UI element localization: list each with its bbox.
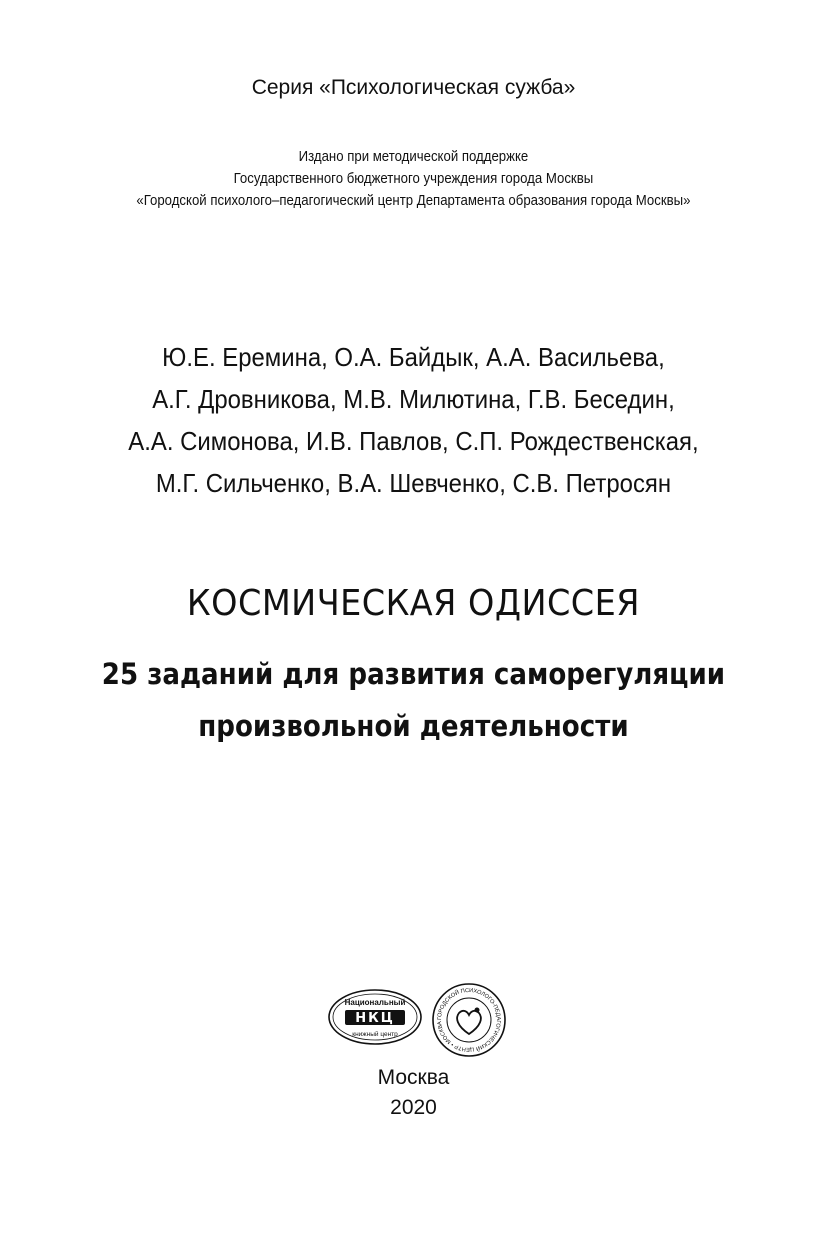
seal-dot (475, 1008, 480, 1013)
authors-line: М.Г. Сильченко, В.А. Шевченко, С.В. Петросян (155, 468, 672, 498)
city: Москва (377, 1066, 450, 1089)
seal-ring-text: ГОРОДСКОЙ ПСИХОЛОГО-ПЕДАГОГИЧЕСКИЙ ЦЕНТР • МОСКВА (436, 987, 502, 1053)
logo-nkc-top-text: Национальный (344, 998, 406, 1007)
authors-line: Ю.Е. Еремина, О.А. Байдык, А.А. Васильева, (162, 342, 665, 372)
publisher-note (50, 146, 778, 212)
national-book-center-logo (327, 988, 423, 1046)
logo-nkc-mark-text: НКЦ (355, 1011, 395, 1026)
subtitle-line: произвольной деятельности (198, 709, 629, 743)
logo-nkc-bottom-text: книжный центр (352, 1031, 398, 1038)
logo-nkc-mark (345, 1010, 405, 1026)
series-line: Серия «Психологическая сужба» (251, 76, 576, 99)
imprint-place-year (0, 1063, 827, 1123)
book-subtitle (41, 648, 785, 752)
psych-center-seal (431, 982, 507, 1058)
publisher-note-line: Издано при методической поддержке (298, 148, 529, 165)
publisher-note-line: «Городской психолого–педагогический центр Департамента образования города Москвы» (136, 192, 691, 209)
publisher-logos (327, 982, 507, 1062)
authors-list (33, 336, 794, 504)
authors-line: А.А. Симонова, И.В. Павлов, С.П. Рождественская, (128, 426, 699, 456)
publisher-note-line: Государственного бюджетного учреждения города Москвы (233, 170, 594, 187)
year: 2020 (390, 1096, 437, 1119)
authors-line: А.Г. Дровникова, М.В. Милютина, Г.В. Беседин, (152, 384, 675, 414)
subtitle-line: 25 заданий для развития саморегуляции (101, 657, 726, 691)
book-title: КОСМИЧЕСКАЯ ОДИССЕЯ (186, 583, 640, 624)
